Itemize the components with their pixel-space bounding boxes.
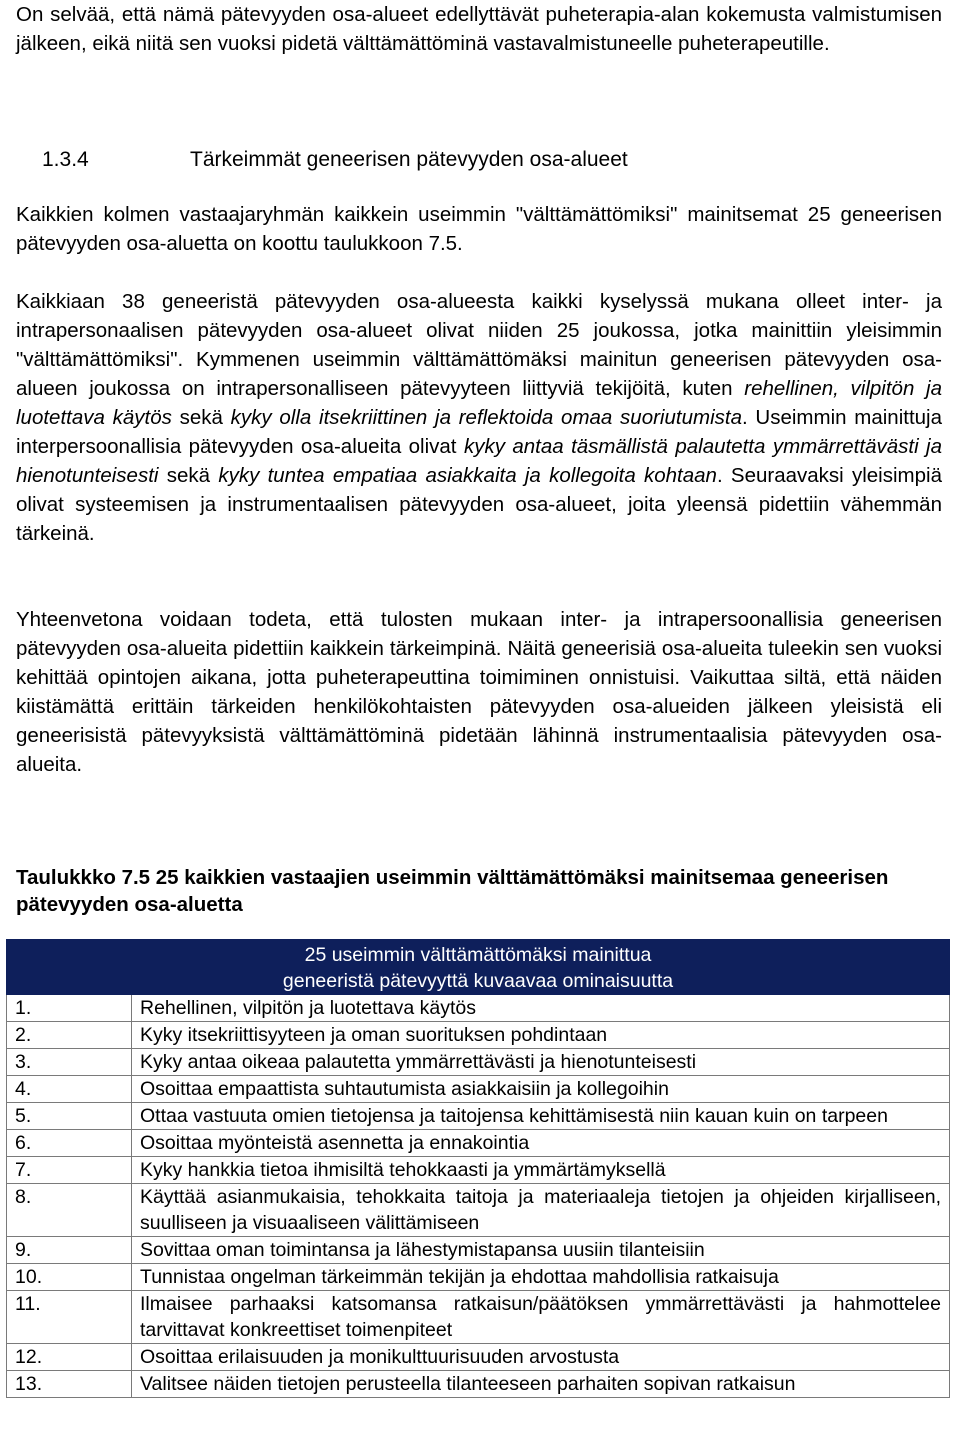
row-text: Käyttää asianmukaisia, tehokkaita taitoja ja materiaaleja tietojen ja ohjeiden kirjalliseen, suulliseen ja visuaaliseen välittämiseen xyxy=(132,1184,950,1237)
section-heading xyxy=(16,145,628,174)
paragraph-2: Kaikkien kolmen vastaajaryhmän kaikkein useimmin "välttämättömiksi" mainitsemat 25 geneerisen pätevyyden osa-aluetta on koottu taulukkoon 7.5. xyxy=(16,203,942,255)
table-row xyxy=(7,1184,950,1237)
row-number: 1. xyxy=(7,995,132,1022)
row-text: Ilmaisee parhaaksi katsomansa ratkaisun/päätöksen ymmärrettävästi ja hahmottelee tarvittavat konkreettiset toimenpiteet xyxy=(132,1291,950,1344)
row-number: 7. xyxy=(7,1157,132,1184)
row-text: Kyky itsekriittisyyteen ja oman suorituksen pohdintaan xyxy=(132,1022,950,1049)
row-number: 5. xyxy=(7,1103,132,1130)
table-header-line2: geneeristä pätevyyttä kuvaavaa ominaisuutta xyxy=(282,970,674,992)
table-row xyxy=(7,1022,950,1049)
row-text: Kyky hankkia tietoa ihmisiltä tehokkaasti ja ymmärtämyksellä xyxy=(132,1157,950,1184)
table-row xyxy=(7,995,950,1022)
table-row xyxy=(7,1237,950,1264)
row-number: 12. xyxy=(7,1344,132,1371)
row-text: Valitsee näiden tietojen perusteella tilanteeseen parhaiten sopivan ratkaisun xyxy=(132,1371,950,1398)
table-row xyxy=(7,1371,950,1398)
row-text: Osoittaa myönteistä asennetta ja ennakointia xyxy=(132,1130,950,1157)
row-number: 2. xyxy=(7,1022,132,1049)
table-caption: Taulukkko 7.5 25 kaikkien vastaajien useimmin välttämättömäksi mainitsemaa geneerisen pätevyyden osa-aluetta xyxy=(16,866,889,916)
paragraph-3: Kaikkiaan 38 geneeristä pätevyyden osa-alueesta kaikki kyselyssä mukana olleet inter- ja intrapersonaalisen pätevyyden osa-alueet olivat niiden 25 joukossa, jotka mainittiin yleisimmin "välttämättömiksi". Kymmenen useimmin välttämättömäksi mainitun geneerisen pätevyyden osa-alueen joukossa on intrapersonalliseen pätevyyteen liittyviä tekijöitä, kuten rehellinen, vilpitön ja luotettava käytös sekä kyky olla itsekriittinen ja reflektoida omaa suoriutumista. Useimmin mainittuja interpersoonallisia pätevyyden osa-alueita olivat kyky antaa täsmällistä palautetta ymmärrettävästi ja hienotunteisesti sekä kyky tuntea empatiaa asiakkaita ja kollegoita kohtaan. Seuraavaksi yleisimpiä olivat systeemisen ja instrumentaalisen pätevyyden osa-alueet, joita yleensä pidettiin vähemmän tärkeinä. xyxy=(16,290,943,545)
table-row xyxy=(7,1264,950,1291)
table-row xyxy=(7,1049,950,1076)
row-text: Osoittaa erilaisuuden ja monikulttuurisuuden arvostusta xyxy=(132,1344,950,1371)
row-number: 6. xyxy=(7,1130,132,1157)
row-number: 10. xyxy=(7,1264,132,1291)
table-row xyxy=(7,1076,950,1103)
section-number: 1.3.4 xyxy=(42,148,89,171)
table-row xyxy=(7,1130,950,1157)
row-number: 3. xyxy=(7,1049,132,1076)
summary-paragraph: Yhteenvetona voidaan todeta, että tulosten mukaan inter- ja intrapersoonallisia geneerisen pätevyyden osa-alueita pidettiin kaikkein tärkeimpinä. Näitä geneerisiä osa-alueita tuleekin sen vuoksi kehittää opintojen aikana, jotta puheterapeuttina toimiminen onnistuisi. Vaikuttaa siltä, että näiden kiistämättä erittäin tärkeiden henkilökohtaisten pätevyyden osa-alueiden jälkeen yleisistä eli geneerisistä pätevyyksistä välttämättöminä pidetään lähinnä instrumentaalisia pätevyyden osa-alueita. xyxy=(16,608,942,776)
row-number: 4. xyxy=(7,1076,132,1103)
row-text: Sovittaa oman toimintansa ja lähestymistapansa uusiin tilanteisiin xyxy=(132,1237,950,1264)
table-header xyxy=(7,940,950,995)
table-header-row xyxy=(7,940,950,995)
row-text: Osoittaa empaattista suhtautumista asiakkaisiin ja kollegoihin xyxy=(132,1076,950,1103)
table-body xyxy=(7,995,950,1398)
row-number: 11. xyxy=(7,1291,132,1344)
table-row xyxy=(7,1344,950,1371)
italic-phrase: kyky olla itsekriittinen ja reflektoida omaa suoriutumista xyxy=(230,406,742,429)
italic-phrase: kyky tuntea empatiaa asiakkaita ja kollegoita kohtaan xyxy=(218,464,717,487)
row-text: Tunnistaa ongelman tärkeimmän tekijän ja ehdottaa mahdollisia ratkaisuja xyxy=(132,1264,950,1291)
table-row xyxy=(7,1291,950,1344)
row-text: Ottaa vastuuta omien tietojensa ja taitojensa kehittämisestä niin kauan kuin on tarpeen xyxy=(132,1103,950,1130)
italic-phrase: kyky antaa täsmällistä palautetta ymmärrettävästi ja hienotunteisesti xyxy=(16,435,943,487)
row-text: Kyky antaa oikeaa palautetta ymmärrettävästi ja hienotunteisesti xyxy=(132,1049,950,1076)
competence-table xyxy=(6,939,950,1398)
row-number: 13. xyxy=(7,1371,132,1398)
row-number: 9. xyxy=(7,1237,132,1264)
intro-paragraph: On selvää, että nämä pätevyyden osa-alueet edellyttävät puheterapia-alan kokemusta valmistumisen jälkeen, eikä niitä sen vuoksi pidetä välttämättöminä vastavalmistuneelle puheterapeutille. xyxy=(16,3,942,55)
row-number: 8. xyxy=(7,1184,132,1237)
table-row xyxy=(7,1103,950,1130)
section-title: Tärkeimmät geneerisen pätevyyden osa-alueet xyxy=(190,148,628,171)
table-header-line1: 25 useimmin välttämättömäksi mainittua xyxy=(304,944,652,966)
italic-phrase: rehellinen, vilpitön ja luotettava käytös xyxy=(16,377,942,429)
row-text: Rehellinen, vilpitön ja luotettava käytös xyxy=(132,995,950,1022)
table-row xyxy=(7,1157,950,1184)
